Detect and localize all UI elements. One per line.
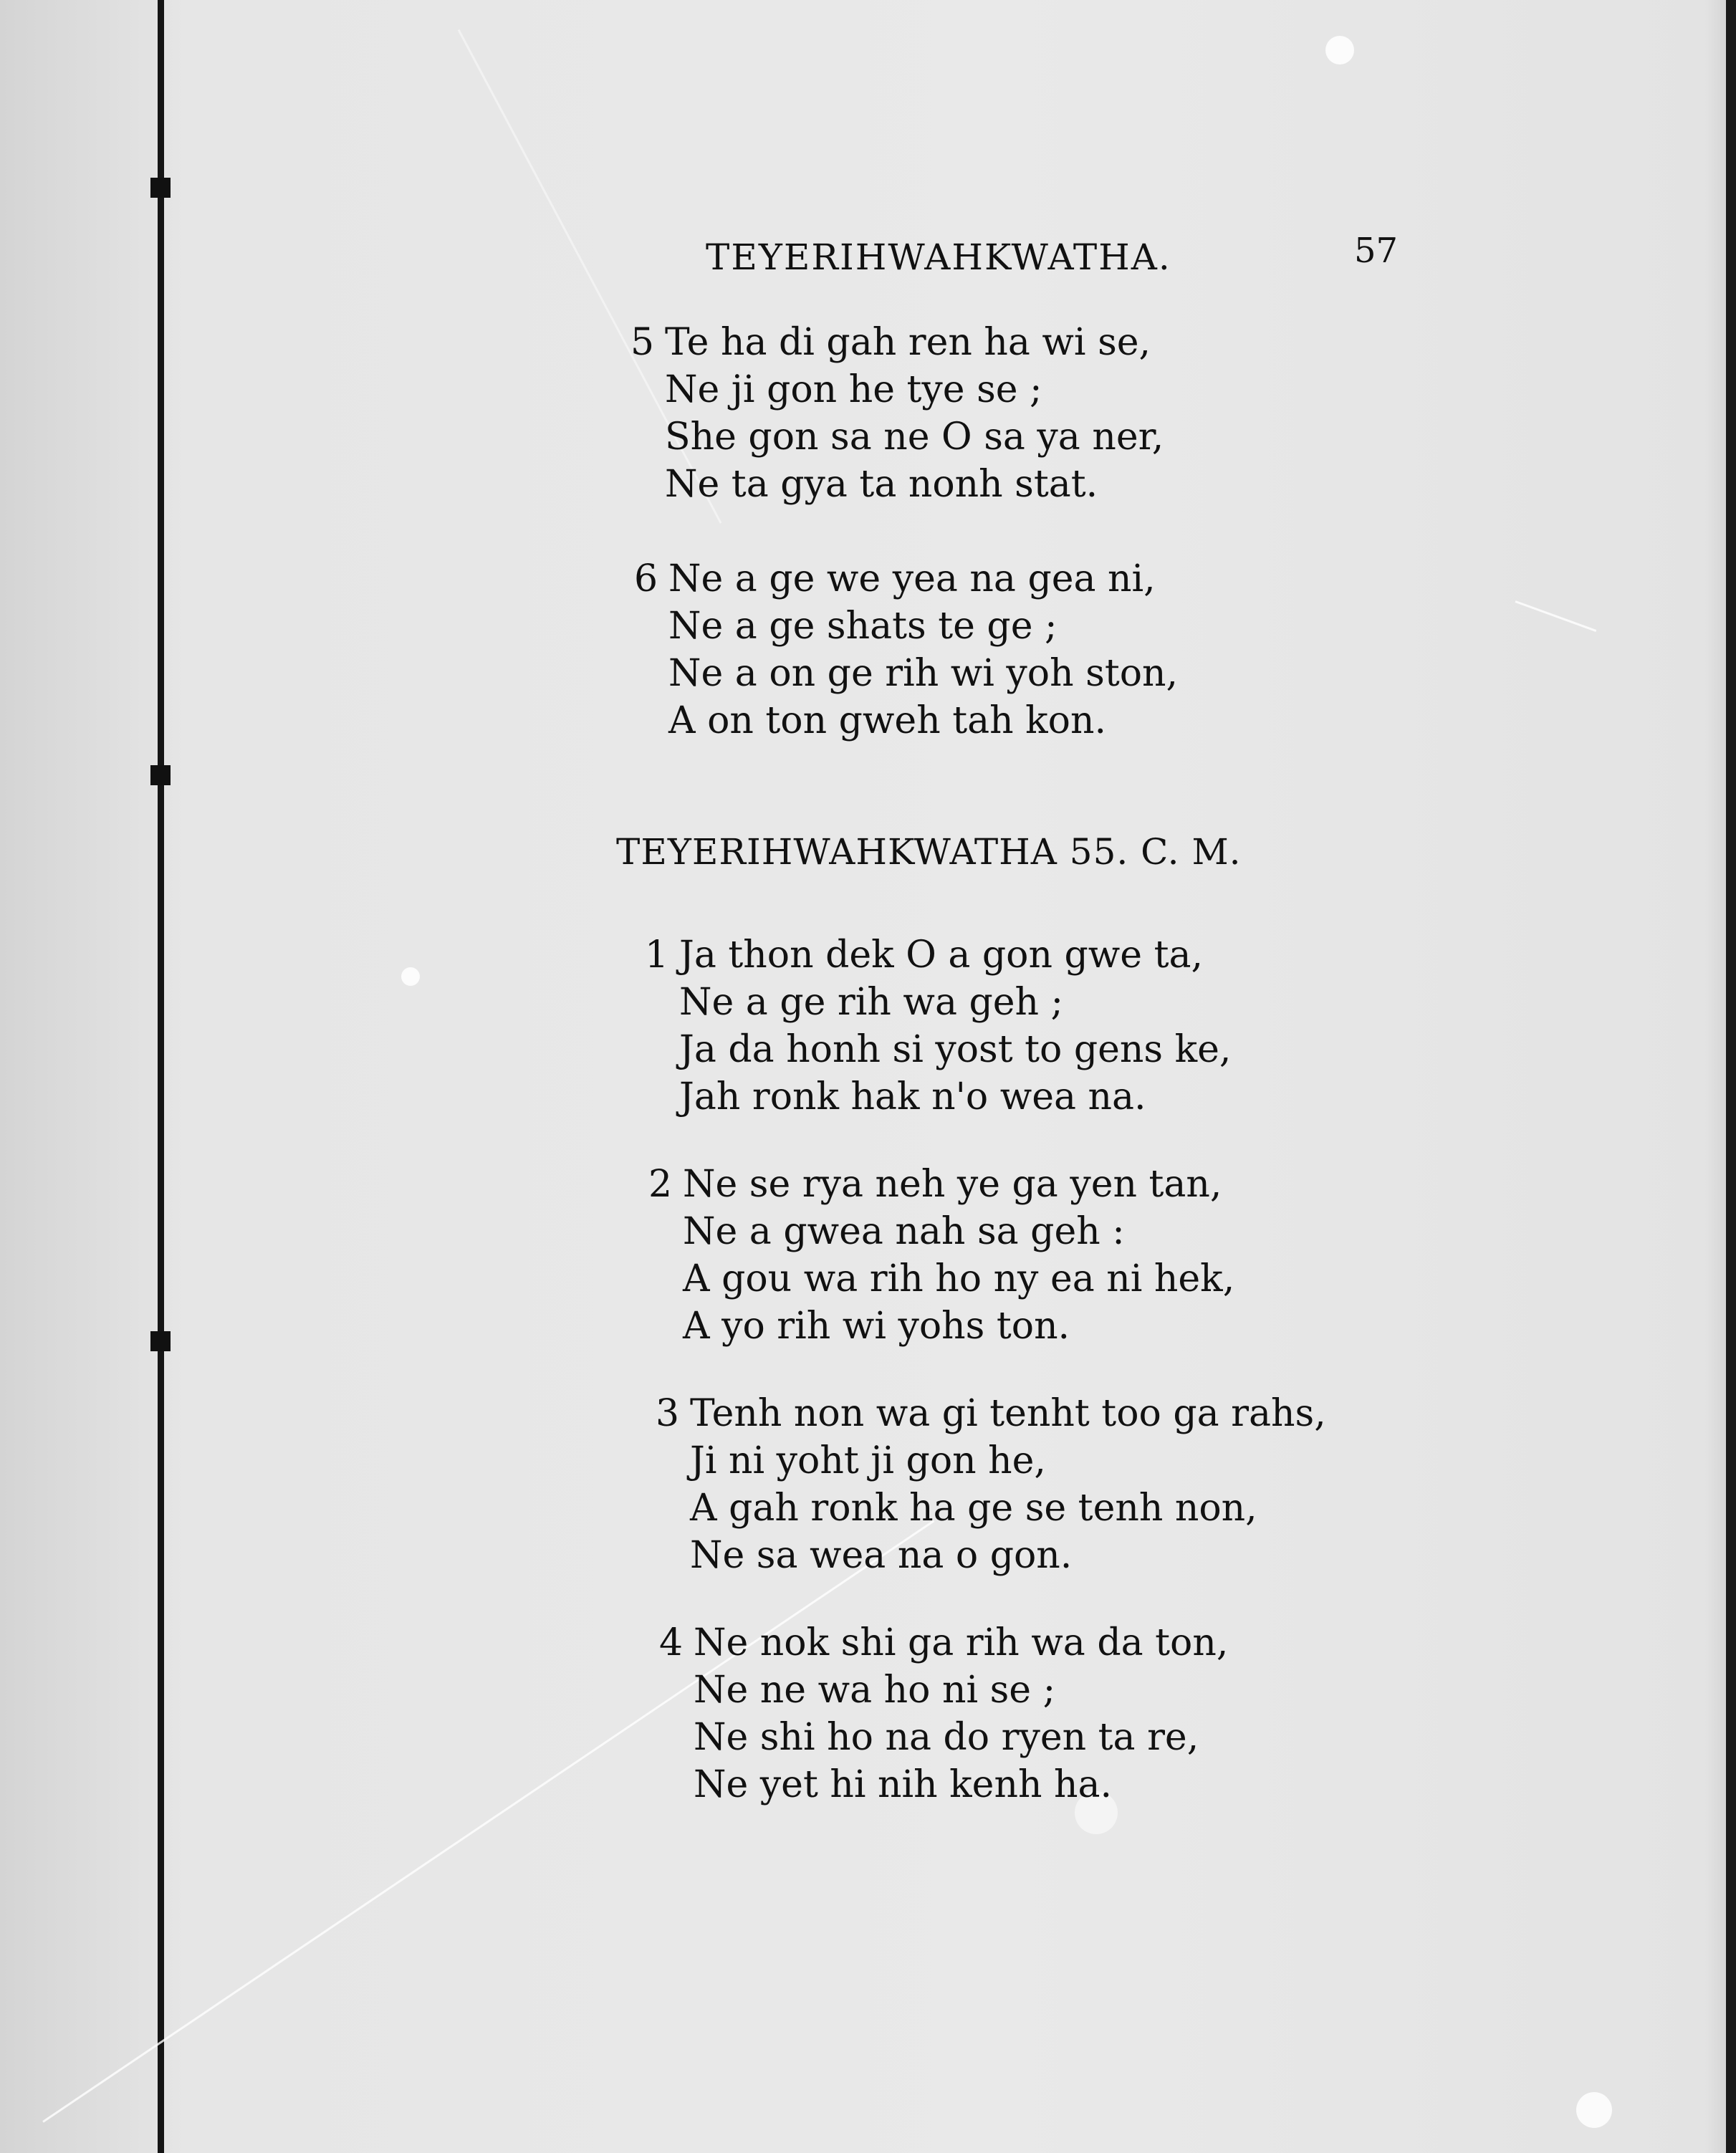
- stanza-number: 4: [659, 1621, 684, 1664]
- stanza-line: 3 Tenh non wa gi tenht too ga rahs,: [656, 1390, 1326, 1437]
- binding-mark: [150, 765, 171, 785]
- stanza-line: A yo rih wi yohs ton.: [683, 1305, 1070, 1348]
- stanza-number: 6: [634, 557, 658, 600]
- stanza-number: 1: [645, 934, 669, 977]
- stanza-line: 1 Ja thon dek O a gon gwe ta,: [645, 931, 1231, 979]
- page-binding: [150, 0, 172, 2153]
- stanza-line: Ne sa wea na o gon.: [690, 1534, 1073, 1577]
- stanza-line: Ne yet hi nih kenh ha.: [694, 1763, 1112, 1806]
- scan-speck: [1576, 2092, 1612, 2128]
- binding-mark: [150, 178, 171, 198]
- stanza-number: 5: [630, 321, 655, 364]
- stanza-line: 4 Ne nok shi ga rih wa da ton,: [659, 1619, 1228, 1667]
- scan-speck: [401, 967, 420, 986]
- stanza: [634, 555, 1178, 744]
- stanza-number: 2: [648, 1163, 673, 1206]
- stanza-line: Ne a gwea nah sa geh :: [683, 1210, 1125, 1253]
- stanza-line: Ne a ge rih wa geh ;: [679, 981, 1064, 1024]
- stanza-line: Ne shi ho na do ryen ta re,: [694, 1716, 1199, 1759]
- stanza-line: A on ton gweh tah kon.: [668, 699, 1106, 742]
- stanza-line: 2 Ne se rya neh ye ga yen tan,: [648, 1161, 1234, 1208]
- stanza-line: A gou wa rih ho ny ea ni hek,: [683, 1257, 1235, 1300]
- stanza-line: She gon sa ne O sa ya ner,: [665, 416, 1164, 459]
- scan-scratch: [42, 1520, 934, 2122]
- stanza: [648, 1161, 1234, 1350]
- stanza-line: Ne ta gya ta nonh stat.: [665, 463, 1098, 506]
- stanza-line: Ne ji gon he tye se ;: [665, 368, 1042, 411]
- stanza-line: Ja da honh si yost to gens ke,: [679, 1028, 1232, 1071]
- scan-scratch: [1515, 600, 1596, 632]
- stanza-line: Ne a on ge rih wi yoh ston,: [668, 652, 1179, 695]
- stanza-number: 3: [656, 1392, 680, 1435]
- stanza-line: A gah ronk ha ge se tenh non,: [690, 1487, 1257, 1530]
- binding-line: [158, 0, 164, 2153]
- stanza-line: 5 Te ha di gah ren ha wi se,: [630, 319, 1164, 366]
- scan-speck: [1325, 36, 1354, 64]
- page-edge: [1726, 0, 1736, 2153]
- stanza-line: Ji ni yoht ji gon he,: [690, 1439, 1046, 1482]
- stanza-line: Ne a ge shats te ge ;: [668, 605, 1058, 648]
- stanza: [645, 931, 1231, 1121]
- stanza-line: 6 Ne a ge we yea na gea ni,: [634, 555, 1178, 603]
- binding-mark: [150, 1331, 171, 1351]
- stanza: [630, 319, 1164, 508]
- stanza-line: Jah ronk hak n'o wea na.: [679, 1075, 1146, 1118]
- stanza-line: Ne ne wa ho ni se ;: [694, 1669, 1056, 1712]
- hymn-heading: TEYERIHWAHKWATHA 55. C. M.: [616, 831, 1242, 873]
- running-title: TEYERIHWAHKWATHA.: [706, 236, 1171, 278]
- stanza: [656, 1390, 1326, 1579]
- page-number: 57: [1354, 231, 1399, 271]
- stanza: [659, 1619, 1228, 1808]
